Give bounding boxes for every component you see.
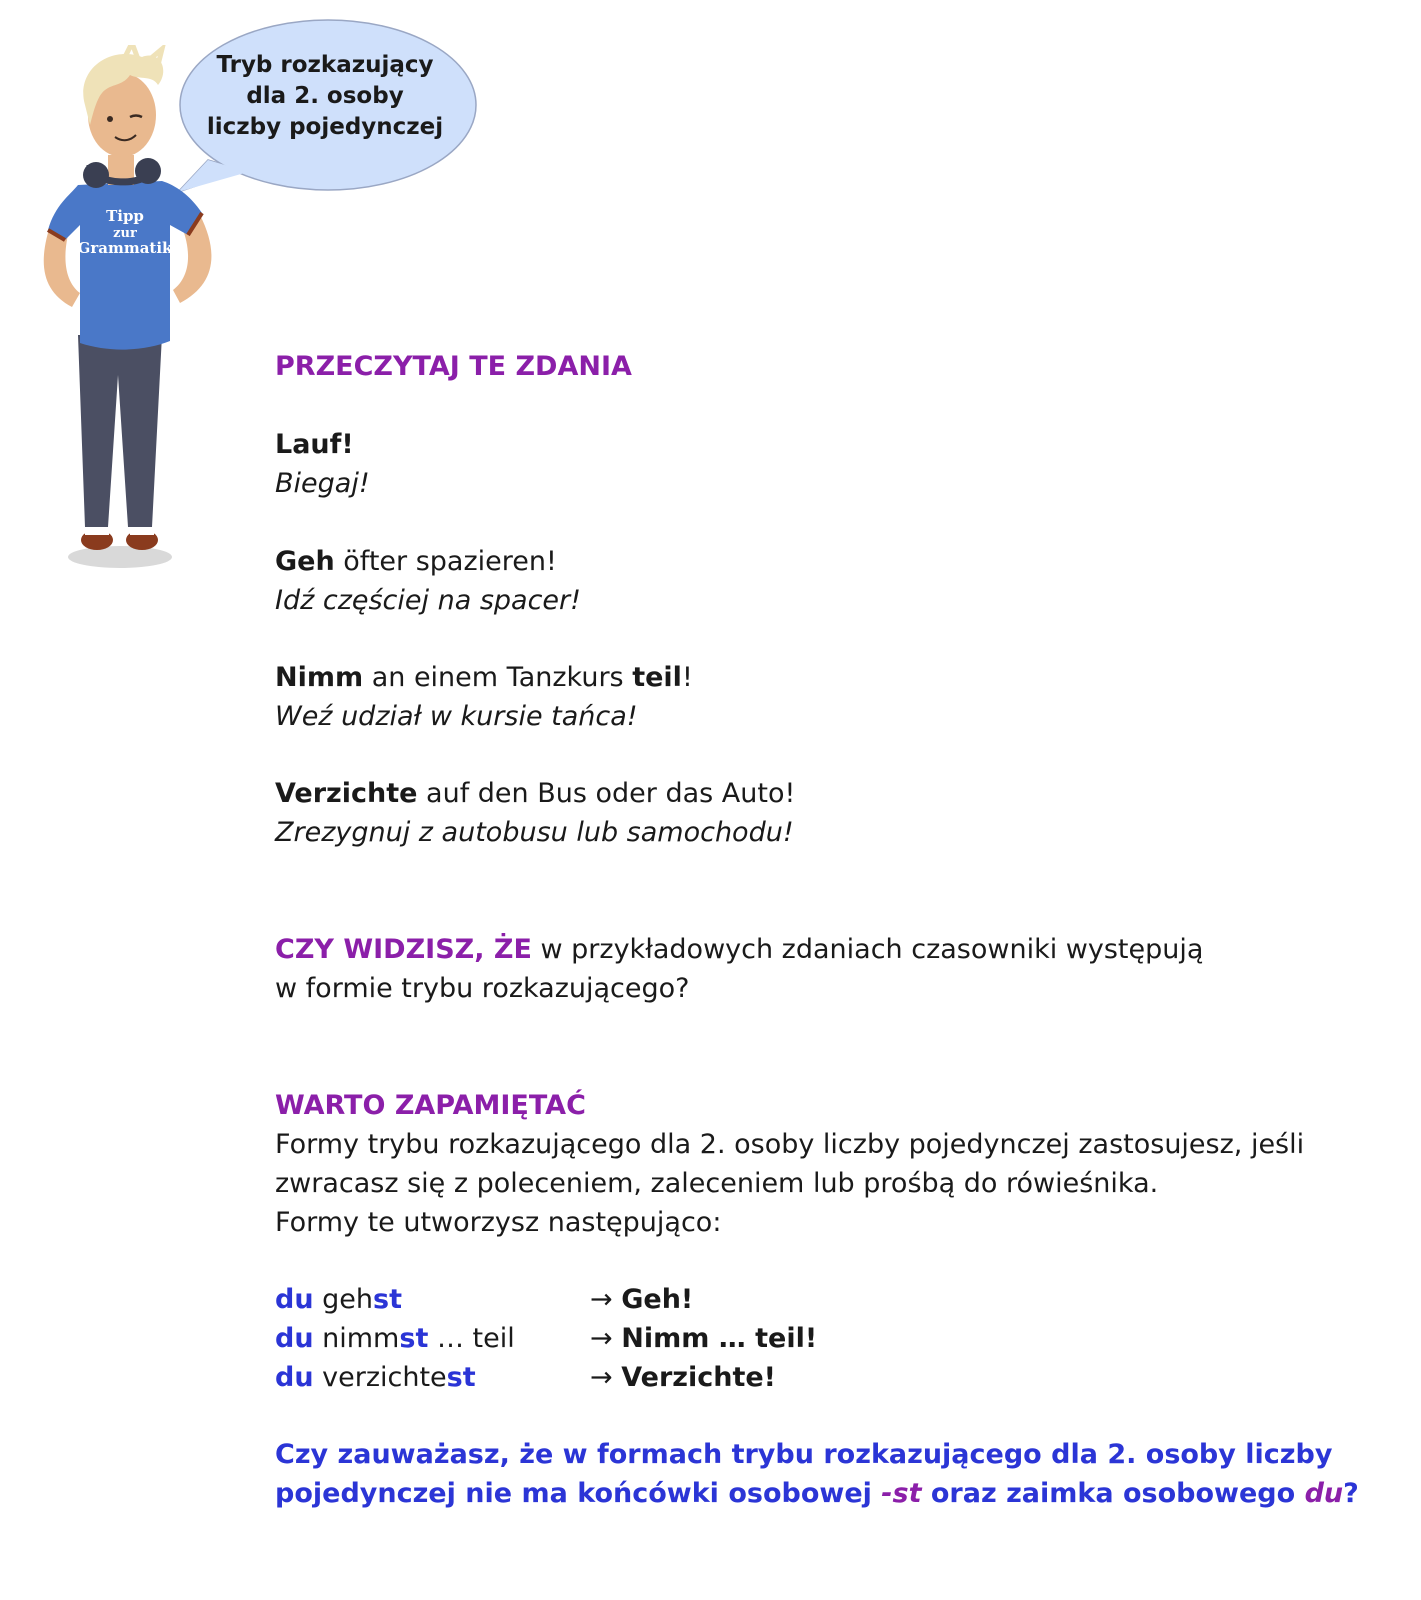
- form-row-1-result: [590, 1280, 693, 1320]
- form-row-2-arrow: →: [590, 1323, 622, 1354]
- bubble-text: [205, 50, 445, 143]
- final-question-part-c: oraz zaimka osobowego: [921, 1478, 1305, 1509]
- example-sentence-3: [275, 658, 693, 698]
- section-remember-heading: WARTO ZAPAMIĘTAĆ: [275, 1090, 586, 1121]
- remember-paragraph-1: Formy trybu rozkazującego dla 2. osoby liczby pojedynczej zastosujesz, jeśli: [275, 1129, 1305, 1160]
- final-question-line-1: Czy zauważasz, że w formach trybu rozkazującego dla 2. osoby liczby: [275, 1439, 1333, 1470]
- form-row-3-pronoun: du: [275, 1362, 314, 1393]
- form-row-1-arrow: →: [590, 1284, 622, 1315]
- bubble-line-1: Tryb rozkazujący: [216, 52, 434, 78]
- example-4-rest: auf den Bus oder das Auto!: [417, 778, 796, 809]
- section-notice-text-2: w formie trybu rozkazującego?: [275, 973, 690, 1004]
- form-row-1-ending: st: [373, 1284, 402, 1315]
- form-row-1-imperative: Geh!: [621, 1284, 694, 1315]
- final-question-ending: -st: [881, 1478, 922, 1509]
- form-row-2-result: [590, 1319, 817, 1359]
- shirt-line-2: zur: [113, 226, 137, 241]
- example-2-rest: öfter spazieren!: [334, 546, 557, 577]
- bubble-line-2: dla 2. osoby: [246, 83, 404, 109]
- form-row-3-stem: verzichte: [313, 1362, 447, 1393]
- shirt-line-3: Grammatik: [77, 239, 173, 257]
- example-translation-3: Weź udział w kursie tańca!: [275, 701, 638, 732]
- form-row-2-pronoun: du: [275, 1323, 314, 1354]
- form-row-3-result: [590, 1358, 776, 1398]
- example-4-verb: Verzichte: [275, 778, 418, 809]
- final-question-line-2: [275, 1474, 1359, 1514]
- student-character-illustration: [30, 45, 230, 595]
- final-question-pronoun: du: [1304, 1478, 1344, 1509]
- form-row-1-source: [275, 1280, 402, 1320]
- final-question-mark: ?: [1343, 1478, 1359, 1509]
- example-translation-1: Biegaj!: [275, 468, 370, 499]
- remember-paragraph-3: Formy te utworzysz następująco:: [275, 1207, 722, 1238]
- section-notice-heading: CZY WIDZISZ, ŻE: [275, 934, 532, 965]
- form-row-2-ending: st: [399, 1323, 429, 1354]
- example-translation-2: Idź częściej na spacer!: [275, 585, 581, 616]
- example-3-rest: an einem Tanzkurs: [363, 662, 633, 693]
- example-sentence-4: [275, 774, 795, 814]
- form-row-2-stem: nimm: [313, 1323, 400, 1354]
- bubble-line-3: liczby pojedynczej: [206, 114, 444, 140]
- example-2-verb: Geh: [275, 546, 335, 577]
- form-row-1-pronoun: du: [275, 1284, 314, 1315]
- example-translation-4: Zrezygnuj z autobusu lub samochodu!: [275, 817, 794, 848]
- example-1-verb: Lauf!: [275, 429, 354, 460]
- example-sentence-1: [275, 425, 354, 465]
- form-row-1-stem: geh: [313, 1284, 374, 1315]
- form-row-3-ending: st: [446, 1362, 476, 1393]
- form-row-3-source: [275, 1358, 476, 1398]
- form-row-3-imperative: Verzichte!: [621, 1362, 776, 1393]
- section-notice-line-1: [275, 930, 1203, 970]
- form-row-2-source: [275, 1319, 515, 1359]
- example-sentence-2: [275, 542, 557, 582]
- example-3-verb: Nimm: [275, 662, 364, 693]
- form-row-2-imperative: Nimm … teil!: [621, 1323, 818, 1354]
- final-question-part-a: pojedynczej nie ma końcówki osobowej: [275, 1478, 882, 1509]
- example-3-particle: teil: [632, 662, 682, 693]
- section-read-heading: PRZECZYTAJ TE ZDANIA: [275, 351, 632, 382]
- remember-paragraph-2: zwracasz się z poleceniem, zaleceniem lub prośbą do rówieśnika.: [275, 1168, 1159, 1199]
- example-3-end: !: [681, 662, 693, 693]
- form-row-3-arrow: →: [590, 1362, 622, 1393]
- section-notice-text-1: w przykładowych zdaniach czasowniki występują: [531, 934, 1204, 965]
- shirt-line-1: Tipp: [106, 207, 144, 225]
- form-row-2-tail: … teil: [428, 1323, 515, 1354]
